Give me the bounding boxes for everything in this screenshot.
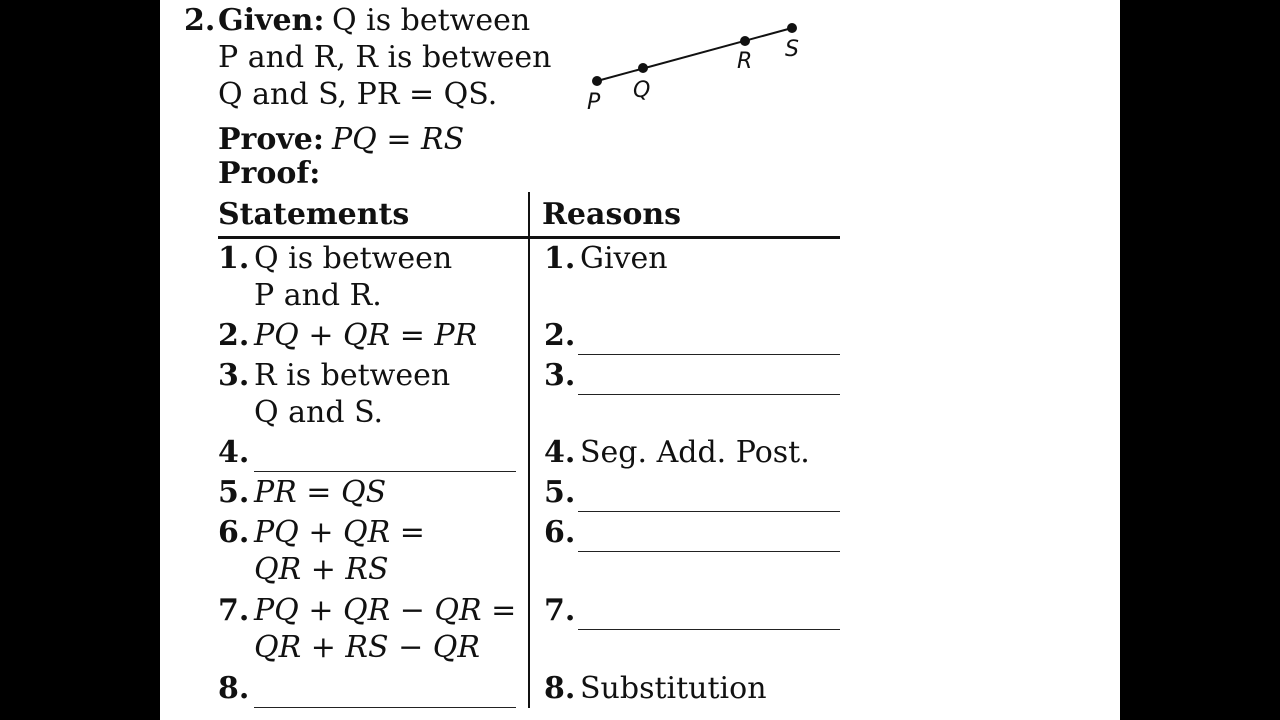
reason-4: Seg. Add. Post. bbox=[580, 435, 810, 470]
given-line-1: Q is between bbox=[332, 3, 531, 38]
reason-number-5: 5. bbox=[544, 475, 576, 510]
point-s-label: S bbox=[785, 37, 799, 62]
statement-4-blank[interactable] bbox=[254, 471, 516, 472]
statement-number-3: 3. bbox=[218, 358, 250, 393]
statement-2: PQ + QR = PR bbox=[254, 318, 478, 353]
reason-1: Given bbox=[580, 241, 668, 276]
reason-number-3: 3. bbox=[544, 358, 576, 393]
statement-number-7: 7. bbox=[218, 593, 250, 628]
statements-header: Statements bbox=[218, 197, 410, 232]
reason-number-4: 4. bbox=[544, 435, 576, 470]
reason-number-1: 1. bbox=[544, 241, 576, 276]
statement-number-8: 8. bbox=[218, 671, 250, 706]
statement-number-2: 2. bbox=[218, 318, 250, 353]
worksheet-page bbox=[160, 0, 1120, 720]
statement-number-5: 5. bbox=[218, 475, 250, 510]
prove-label: Prove: bbox=[218, 122, 324, 157]
statement-number-6: 6. bbox=[218, 515, 250, 550]
statement-1-line-2: P and R. bbox=[254, 278, 382, 313]
statement-3-line-1: R is between bbox=[254, 358, 451, 393]
statement-3-line-2: Q and S. bbox=[254, 395, 384, 430]
point-p-dot bbox=[592, 76, 602, 86]
statement-number-4: 4. bbox=[218, 435, 250, 470]
reason-5-blank[interactable] bbox=[578, 511, 840, 512]
reason-7-blank[interactable] bbox=[578, 629, 840, 630]
point-q-dot bbox=[638, 63, 648, 73]
proof-label: Proof: bbox=[218, 156, 321, 191]
given-line-2: P and R, R is between bbox=[218, 40, 552, 75]
reason-number-2: 2. bbox=[544, 318, 576, 353]
point-p-label: P bbox=[587, 90, 601, 115]
statement-8-blank[interactable] bbox=[254, 707, 516, 708]
given-line-3: Q and S, PR = QS. bbox=[218, 77, 498, 112]
segment-line bbox=[597, 28, 792, 81]
statement-7-line-1: PQ + QR − QR = bbox=[254, 593, 517, 628]
prove-statement: PQ = RS bbox=[332, 122, 465, 157]
point-r-label: R bbox=[737, 49, 753, 74]
statement-1-line-1: Q is between bbox=[254, 241, 453, 276]
reason-3-blank[interactable] bbox=[578, 394, 840, 395]
statement-7-line-2: QR + RS − QR bbox=[254, 630, 480, 665]
table-column-divider bbox=[528, 192, 530, 708]
statement-6-line-2: QR + RS bbox=[254, 552, 389, 587]
reasons-header: Reasons bbox=[542, 197, 682, 232]
problem-number: 2. bbox=[184, 3, 216, 38]
reason-6-blank[interactable] bbox=[578, 551, 840, 552]
reason-number-7: 7. bbox=[544, 593, 576, 628]
reason-number-8: 8. bbox=[544, 671, 576, 706]
point-s-dot bbox=[787, 23, 797, 33]
given-label: Given: bbox=[218, 3, 325, 38]
reason-8: Substitution bbox=[580, 671, 767, 706]
point-q-label: Q bbox=[633, 78, 651, 103]
reason-2-blank[interactable] bbox=[578, 354, 840, 355]
segment-figure bbox=[580, 14, 820, 124]
statement-5: PR = QS bbox=[254, 475, 387, 510]
statement-6-line-1: PQ + QR = bbox=[254, 515, 425, 550]
point-r-dot bbox=[740, 36, 750, 46]
statement-number-1: 1. bbox=[218, 241, 250, 276]
reason-number-6: 6. bbox=[544, 515, 576, 550]
